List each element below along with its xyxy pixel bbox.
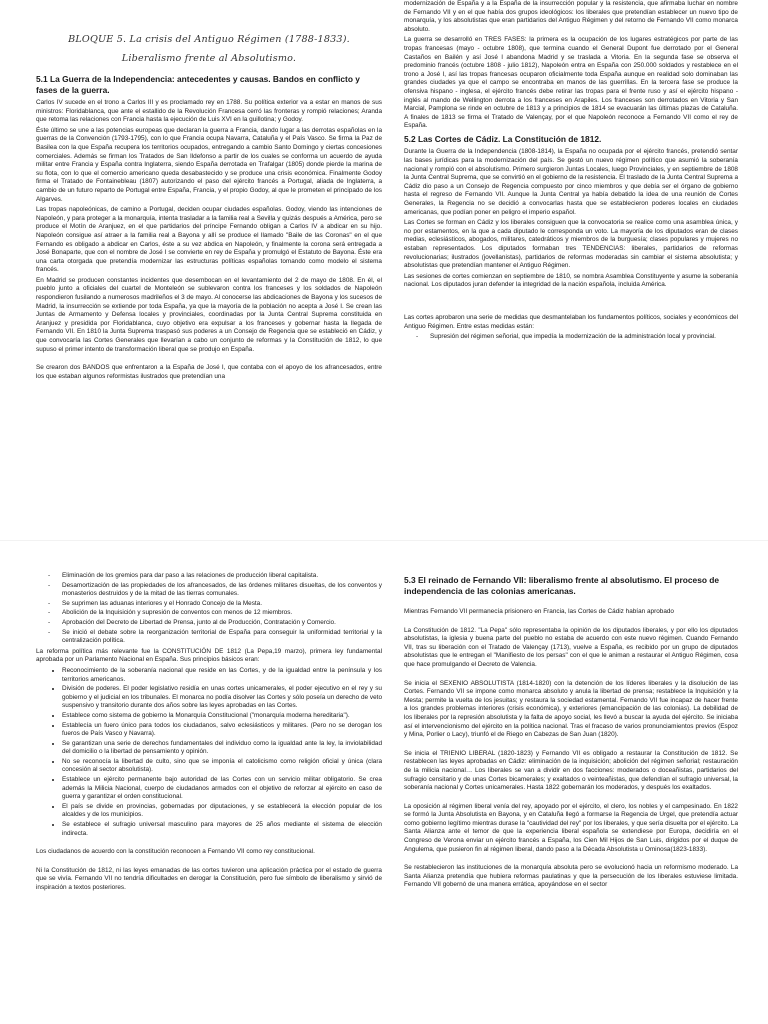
paragraph: Se crearon dos BANDOS que enfrentaron a la España de José I, que contaba con el apoyo de los afrancesados, entre los que estaban algunos reformistas ilustrados que pretendían una (36, 364, 382, 380)
list-item: - Se inició el debate sobre la reorganización territorial de España para conseguir la uniformidad territorial y la centralización política. (62, 629, 382, 646)
paragraph: Se inicia el SEXENIO ABSOLUTISTA (1814-1820) con la detención de los líderes liberales y la disolución de las Cortes. Fernando VII se impone como monarca absoluto y anula la libertad de prensa; restablece la Inquisición y la Mesta; permite la vuelta de los jesuitas; y restaura la sociedad estamental. Fernando VII fue incapaz de hacer frente a los grandes problemas interiores (crisis económica), y exteriores (emancipación de las colonias). La debilidad de los liberales por la represión absolutista y la falta de apoyo social, les llevó a buscar la ayuda del ejército. Se iniciaba así el intervencionismo del ejército en la política nacional. Tras el fracaso de varios pronunciamientos previos (Espoz y Mina, Porlier o Lacy), triunfó el de Riego en Cabezas de San Juan (1820). (404, 679, 738, 739)
list-item: - Abolición de la Inquisición y supresión de conventos con menos de 12 miembros. (62, 609, 382, 618)
measures-list (404, 333, 738, 342)
list-item: - Aprobación del Decreto de Libertad de Prensa, junto al de Producción, Contratación y Comercio. (62, 619, 382, 628)
paragraph: modernización de España y a la España de la insurrección popular y la resistencia, que afirmaba luchar en nombre de Fernando VII y en el que había dos grupos ideológicos: los liberales que pretendían establecer un nuevo tipo de monarquía, y los absolutistas que eran partidarios del Antiguo Régimen y del retorno de Fernando VII como monarca absoluto. (404, 0, 738, 33)
constitution-principles-list (36, 667, 382, 838)
list-item: - Desamortización de las propiedades de los afrancesados, de las órdenes militares disueltas, de los conventos y monasterios destruidos y de la mitad de las tierras comunales. (62, 582, 382, 599)
paragraph: Las cortes aprobaron una serie de medidas que desmantelaban los fundamentos políticos, sociales y económicos del Antiguo Régimen. Entre estas medidas están: (404, 313, 738, 330)
paragraph: Las tropas napoleónicas, de camino a Portugal, deciden ocupar ciudades españolas. Godoy, viendo las intenciones de Napoleón, y para proteger a la monarquía, intenta trasladar a la familia real a Sevilla y quizás después a América, pero se produce el Motín de Aranjuez, en el que partidarios del príncipe Fernando obligan a Carlos IV a abdicar en su hijo. Napoleón consigue así atraer a la familia real a Bayona y allí se produce el llamado "Baile de las Coronas" en el que Fernando es obligado a abdicar en Carlos, éste a su vez abdica en Napoleón, y finalmente la corona será entregada a José Bonaparte, que con el nombre de José I se convierte en rey de España y promulgó el Estatuto de Bayona. Éste era una carta otorgada que pretendía modernizar las estructuras políticas españolas tomando como modelo el sistema francés. (36, 206, 382, 274)
list-item: - Se suprimen las aduanas interiores y el Honrado Concejo de la Mesta. (62, 600, 382, 609)
paragraph: La Constitución de 1812. "La Pepa" sólo representaba la opinión de los diputados liberales, y por ello los diputados absolutistas, la iglesia y buena parte del pueblo no estaba de acuerdo con este nuevo régimen. Cuando Fernando VII, tras su liberación con el Tratado de Valençay (1713), vuelve a España, es recibido por un grupo de diputados absolutistas que le entregan el "Manifiesto de los persas" con el que le animan a restaurar el Antiguo Régimen, cosa que hace promulgando el Decreto de Valencia. (404, 626, 738, 668)
paragraph: Durante la Guerra de la Independencia (1808-1814), la España no ocupada por el ejército francés, pretendió sentar las bases jurídicas para la modernización del país. Se gestó un nuevo régimen político que asumió la soberanía nacional y rompió con el absolutismo. Primero surgieron Juntas Locales, luego Provinciales, y en septiembre de 1808 la Junta Central Suprema, que se convirtió en el gobierno de la resistencia. El traslado de la Junta Central Suprema a Cádiz dio paso a un Consejo de Regencia compuesto por cinco miembros y que debía ser el órgano de gobierno hasta el regreso de Fernando VII. Aunque la Junta Central ya había debatido la idea de una reunión de Cortes Generales, la Regencia no se decidió a convocarlas hasta que se establecieron poderes locales en ciudades americanas, que podían poner en peligro el imperio español. (404, 148, 738, 216)
page-divider (0, 540, 768, 541)
list-item: • Se garantizan una serie de derechos fundamentales del individuo como la igualdad ante la ley, la inviolabilidad del domicilio o la libertad de pensamiento y opinión. (62, 740, 382, 757)
column-2 (404, 0, 738, 514)
list-item: • División de poderes. El poder legislativo residía en unas cortes unicamerales, el poder ejecutivo en el rey y su gobierno y el judicial en los tribunales. El monarca no podía disolver las Cortes y sólo poseía un derecho de veto suspensivo y transitorio durante dos años sobre las leyes aprobadas en las Cortes. (62, 685, 382, 711)
list-item: • El país se divide en provincias, gobernadas por diputaciones, y se establecerá la elección popular de los alcaldes y de los municipios. (62, 803, 382, 820)
paragraph: Se restablecieron las instituciones de la monarquía absoluta pero se evolucionó hacia un reformismo moderado. La Santa Alianza pretendía que hubiera reformas paulatinas y que la persecución de los liberales estuviese limitada. Fernando VII gobernó de una manera errática, apoyándose en el sector (404, 864, 738, 889)
paragraph: Ni la Constitución de 1812, ni las leyes emanadas de las cortes tuvieron una aplicación práctica por el estado de guerra que se vivía. Fernando VII no tendría dificultades en derogar la Constitución, pero fue símbolo de liberalismo y sirvió de inspiración a textos posteriores. (36, 866, 382, 891)
list-item: • No se reconocía la libertad de culto, sino que se imponía el catolicismo como religión oficial y única (clara concesión al sector absolutista). (62, 758, 382, 775)
paragraph: Las sesiones de cortes comienzan en septiembre de 1810, se nombra Asamblea Constituyente y asume la soberanía nacional. Los diputados juran defender la integridad de la nación española, incluida América. (404, 272, 738, 289)
paragraph: En Madrid se producen constantes incidentes que desembocan en el levantamiento del 2 de mayo de 1808. En él, el pueblo junto a oficiales del cuartel de Monteleón se sublevaron contra los franceses y los soldados de Napoleón respondieron fusilando a numerosos madrileños el 3 de mayo. Al conocerse las abdicaciones de Bayona y los sucesos de Madrid, la insurrección se extiende por toda España, ya que la mayoría de la población no acepta a José I. Se crean las Juntas de Armamento y Defensa locales y provinciales, coordinadas por la Junta Central Suprema constituida en Aranjuez y presidida por Floridablanca, cuyo objetivo era expulsar a los franceses y gobernar hasta la llegada de Fernando VII. En 1810 la Junta Suprema traspasó sus poderes a un Consejo de Regencia que se estableció en Cádiz, y que convocaría las Cortes Generales que llevarían a cabo un conjunto de reformas y la Constitución de 1812, lo que supuso el primer intento de transformación liberal que se produjo en España. (36, 276, 382, 353)
list-item: - Eliminación de los gremios para dar paso a las relaciones de producción liberal capitalista. (62, 572, 382, 581)
column-1 (36, 28, 382, 514)
list-item: • Se establece el sufragio universal masculino para mayores de 25 años mediante el sistema de elección indirecta. (62, 821, 382, 838)
paragraph: Mientras Fernando VII permanecía prisionero en Francia, las Cortes de Cádiz habían aprobado (404, 608, 674, 615)
document-title: BLOQUE 5. La crisis del Antiguo Régimen (1788-1833). Liberalismo frente al Absolutismo. (68, 34, 350, 64)
paragraph: La reforma política más relevante fue la CONSTITUCIÓN DE 1812 (La Pepa,19 marzo), primera ley fundamental aprobada por un Parlamento Nacional en España. Sus principios básicos eran: (36, 647, 382, 664)
measures-list-continued (36, 572, 382, 646)
column-3 (36, 572, 382, 1024)
list-item: - Supresión del régimen señorial, que impedía la modernización de la administración local y provincial. (430, 333, 738, 342)
section-5-2-heading: 5.2 Las Cortes de Cádiz. La Constitución de 1812. (404, 133, 602, 144)
paragraph: Los ciudadanos de acuerdo con la constitución reconocen a Fernando VII como rey constitucional. (36, 848, 315, 856)
section-5-1-heading: 5.1 La Guerra de la Independencia: antecedentes y causas. Bandos en conflicto y fases de la guerra. (36, 74, 360, 95)
paragraph: Carlos IV sucede en el trono a Carlos III y es proclamado rey en 1788. Su política exterior va a estar en manos de sus ministros: Floridablanca, que ante el estallido de la Revolución Francesa cerró las fronteras y rompió relaciones; Aranda que retoma las relaciones con Francia hasta la ejecución de Luis XVI en la guillotina; y Godoy. (36, 99, 382, 124)
paragraph: La guerra se desarrolló en TRES FASES: la primera es la ocupación de los lugares estratégicos por parte de las tropas francesas (mayo - octubre 1808), que termina cuando el General Dupont fue derrotado por el General Castaños en Bailén y así José I abandona Madrid y se traslada a Vitoria. En la segunda fase se observa el predominio francés (octubre 1808 - julio 1812), Napoleón entra en España con 250.000 soldados y restablece en el trono a José I, así las tropas francesas ocuparon oficialmente toda España aunque en realidad solo dominaban las grandes ciudades ya que el campo se encontraba en manos de las guerrillas. En la tercera fase se produce la ofensiva hispano - inglesa, el ejército francés debe retirar las tropas para el frente ruso y así el ejército hispano - inglés al mando de Wellington derrota a los franceses en Arapiles. Los franceses son derrotados en Vitoria y San Marcial, Pamplona se rinde en octubre de 1813 y a principios de 1814 se evacuarán las últimas plazas de Cataluña. A finales de 1813 se firma el Tratado de Valençay, por el que Napoleón reconoce a Fernando VII como el rey de España. (404, 36, 738, 130)
list-item: • Establece un ejército permanente bajo autoridad de las Cortes con un servicio militar obligatorio. Se crea además la Milicia Nacional, cuerpo de ciudadanos armados con el objetivo de reforzar al ejército en caso de guerra y garantizar el orden constitucional. (62, 776, 382, 802)
paragraph: Las Cortes se forman en Cádiz y los liberales consiguen que la convocatoria se realice como una asamblea única, y no por estamentos, en la que a cada diputado le corresponda un voto. La mayoría de los diputados eran de clases medias, eclesiásticos, abogados, militares, catedráticos y miembros de la burguesía; clases populares y mujeres no estaban representados. Los diputados formaban tres TENDENCIAS: liberales, partidarios de reformas revolucionarias; ilustrados (jovellanistas), partidarios de reformas moderadas sin cambiar el sistema absolutista; y absolutistas que pretendían mantener el Antiguo Régimen. (404, 219, 738, 270)
paragraph: Éste último se une a las potencias europeas que declaran la guerra a Francia, dando lugar a las derrotas españolas en la guerras de la Convención (1793-1795), con lo que Francia ocupa Navarra, Cataluña y el País Vasco. Se firma la Paz de Basilea con la que España recupera los territorios ocupados, entregando a cambio Santo Domingo y ciertas concesiones comerciales. Además se firman los Tratados de San Ildefonso a partir de los cuales se conforma un acuerdo de ayuda militar entre Francia y España contra Inglaterra, siendo España derrotada en Trafalgar (1805) donde pierde la marina de su flota, con lo que el comercio americano queda desabastecido y se produce una crisis económica. Finalmente Godoy firma el Tratado de Fontainebleau (1807) autorizando el paso del ejército francés a Portugal, aliada de Inglaterra, a cambio de un futuro reparto de Portugal entre España, Francia, y el propio Godoy, al que le prometen el principado de los Algarves. (36, 126, 382, 203)
list-item: • Establecía un fuero único para todos los ciudadanos, salvo eclesiásticos y militares. (Pero no se derogan los fueros de País Vasco y Navarra). (62, 722, 382, 739)
list-item: • Reconocimiento de la soberanía nacional que reside en las Cortes, y de la igualdad entre la península y los territorios americanos. (62, 667, 382, 684)
section-5-3-heading: 5.3 El reinado de Fernando VII: liberalismo frente al absolutismo. El proceso de independencia de las colonias americanas. (404, 575, 720, 596)
list-item: • Establece como sistema de gobierno la Monarquía Constitucional ("monarquía moderna hereditaria"). (62, 712, 382, 721)
paragraph: Se inicia el TRIENIO LIBERAL (1820-1823) y Fernando VII es obligado a restaurar la Constitución de 1812. Se restablecen las leyes aprobadas en Cádiz: eliminación de la inquisición; abolición del régimen señorial; restauración de la milicia nacional… Los liberales se van a dividir en dos facciones: moderados o doceañistas, partidarios del sufragio censitario y de unas Cortes bicamerales; y exaltados o veinteañistas, que defendían el sufragio universal, la soberanía nacional y Cortes unicamerales. Hasta 1822 gobernarán los moderados, y después los exaltados. (404, 749, 738, 792)
paragraph: La oposición al régimen liberal venía del rey, apoyado por el ejército, el clero, los nobles y el campesinado. En 1822 se formó la Junta Absolutista en Bayona, y en Cataluña llegó a formarse la Regencia de Urgel, que pretendía actuar como gobierno legítimo mientras durase la "cautividad del rey" por los liberales, y que sería disuelta por el ejército. La Santa Alianza ante el temor de que la experiencia liberal española se extendiese por Europa, decidiría en el Congreso de Verona enviar un ejército francés a España, los Cien Mil Hijos de San Luis, dirigidos por el duque de Angulema, que pusieron fin al régimen liberal, dando paso a la Década Absolutista u Ominosa(1823-1833). (404, 802, 738, 853)
column-4 (404, 572, 738, 1024)
